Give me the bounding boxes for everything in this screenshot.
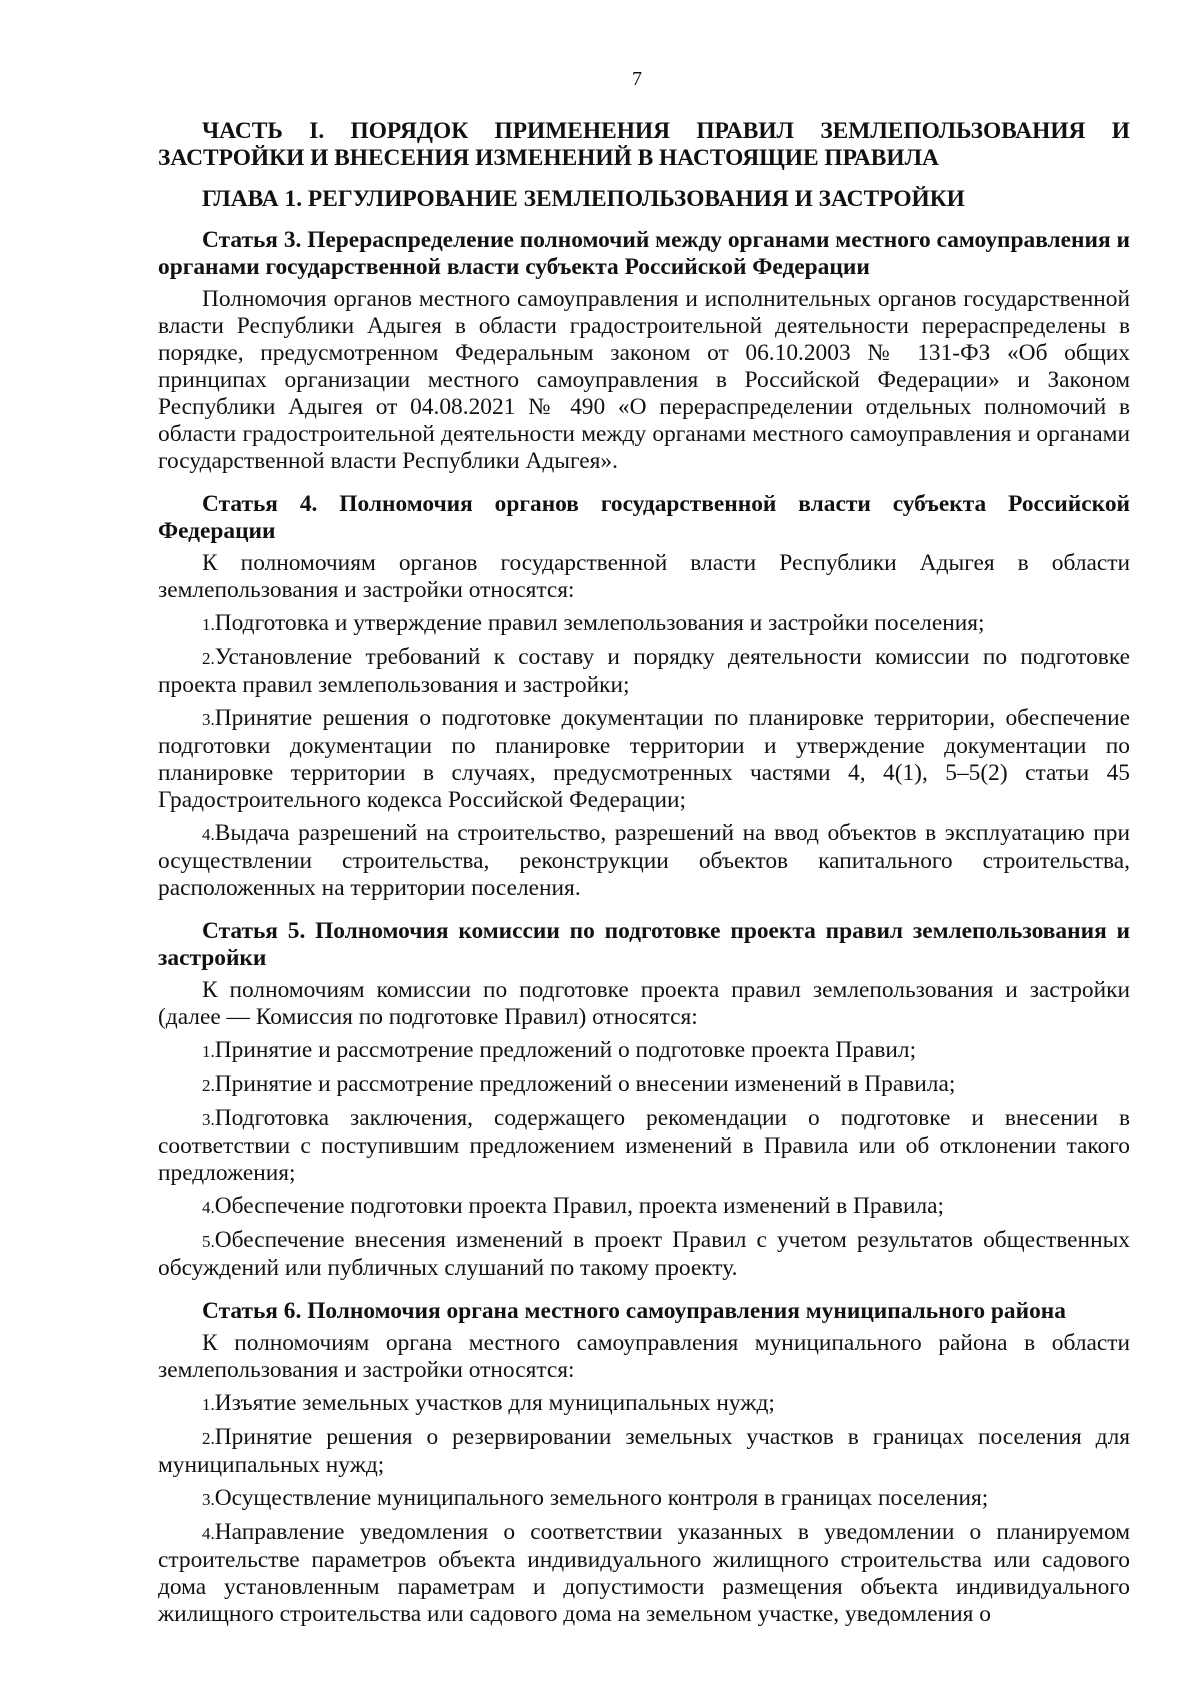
article-6-title: Статья 6. Полномочия органа местного самоуправления муниципального района [202,1298,1066,1324]
item-number: 1. [202,615,215,634]
document-body [158,118,1130,1634]
chapter-title: ГЛАВА 1. РЕГУЛИРОВАНИЕ ЗЕМЛЕПОЛЬЗОВАНИЯ И ЗАСТРОЙКИ [202,186,965,212]
item-number: 1. [202,1395,215,1414]
item-text: Подготовка и утверждение правил землепользования и застройки поселения; [214,610,985,636]
item-number: 2. [202,1076,215,1095]
item-text: Подготовка заключения, содержащего рекомендации о подготовке и внесении в соответствии с поступившим предложением изменений в Правила или об отклонении такого предложения; [158,1105,1130,1186]
article-6-item [158,1519,1130,1628]
item-number: 1. [202,1042,215,1061]
item-number: 4. [202,825,215,844]
item-number: 4. [202,1198,215,1217]
item-text: Изъятие земельных участков для муниципальных нужд; [214,1390,775,1416]
article-5-title: Статья 5. Полномочия комиссии по подготовке проекта правил землепользования и застройки [158,918,1130,971]
article-5-item [158,1105,1130,1187]
item-text: Принятие и рассмотрение предложений о подготовке проекта Правил; [214,1037,917,1063]
page-number: 7 [632,68,642,90]
article-5-item [158,1037,1130,1065]
item-text: Принятие решения о резервировании земельных участков в границах поселения для муниципальных нужд; [158,1424,1130,1478]
article-4-item [158,644,1130,699]
item-text: Направление уведомления о соответствии указанных в уведомлении о планируемом строительстве параметров объекта индивидуального жилищного строительства или садового дома установленным параметрам и допустимости размещения объекта индивидуального жилищного строительства или садового дома на земельном участке, уведомления о [158,1519,1130,1627]
article-4-title: Статья 4. Полномочия органов государственной власти субъекта Российской Федерации [158,491,1130,544]
article-4-intro: К полномочиям органов государственной власти Республики Адыгея в области землепользования и застройки относятся: [158,550,1130,603]
item-text: Принятие решения о подготовке документации по планировке территории, обеспечение подготовки документации по планировке территории и утверждение документации по планировке территории в случаях, предусмотренных частями 4, 4(1), 5–5(2) статьи 45 Градостроительного кодекса Российской Федерации; [158,705,1130,813]
item-text: Осуществление муниципального земельного контроля в границах поселения; [214,1485,989,1511]
article-4-item [158,610,1130,638]
article-6-item [158,1424,1130,1479]
item-number: 3. [202,710,215,729]
part-title: ЧАСТЬ I. ПОРЯДОК ПРИМЕНЕНИЯ ПРАВИЛ ЗЕМЛЕПОЛЬЗОВАНИЯ И ЗАСТРОЙКИ И ВНЕСЕНИЯ ИЗМЕНЕНИЙ В НАСТОЯЩИЕ ПРАВИЛА [158,118,1130,171]
item-text: Обеспечение подготовки проекта Правил, проекта изменений в Правила; [214,1193,945,1219]
article-5-item [158,1193,1130,1221]
article-5-item [158,1227,1130,1282]
article-5-intro: К полномочиям комиссии по подготовке проекта правил землепользования и застройки (далее — Комиссия по подготовке Правил) относятся: [158,977,1130,1030]
article-6-item [158,1390,1130,1418]
article-4-item [158,820,1130,902]
article-6-item [158,1485,1130,1513]
item-text: Установление требований к составу и порядку деятельности комиссии по подготовке проекта правил землепользования и застройки; [158,644,1130,698]
item-text: Принятие и рассмотрение предложений о внесении изменений в Правила; [214,1071,956,1097]
article-3-title: Статья 3. Перераспределение полномочий между органами местного самоуправления и органами государственной власти субъекта Российской Федерации [158,227,1130,280]
item-number: 2. [202,1429,215,1448]
item-number: 3. [202,1110,215,1129]
item-text: Выдача разрешений на строительство, разрешений на ввод объектов в эксплуатацию при осуществлении строительства, реконструкции объектов капитального строительства, расположенных на территории поселения. [158,820,1130,901]
item-number: 3. [202,1490,215,1509]
article-4-item [158,705,1130,814]
article-5-item [158,1071,1130,1099]
item-text: Обеспечение внесения изменений в проект Правил с учетом результатов общественных обсуждений или публичных слушаний по такому проекту. [158,1227,1130,1281]
article-6-intro: К полномочиям органа местного самоуправления муниципального района в области землепользования и застройки относятся: [158,1330,1130,1383]
item-number: 5. [202,1232,215,1251]
article-3-text: Полномочия органов местного самоуправления и исполнительных органов государственной власти Республики Адыгея в области градостроительной деятельности перераспределены в порядке, предусмотренном Федеральным законом от 06.10.2003 № 131-ФЗ «Об общих принципах организации местного самоуправления в Российской Федерации» и Законом Республики Адыгея от 04.08.2021 № 490 «О перераспределении отдельных полномочий в области градостроительной деятельности между органами местного самоуправления и органами государственной власти Республики Адыгея». [158,286,1130,474]
item-number: 4. [202,1524,215,1543]
item-number: 2. [202,649,215,668]
